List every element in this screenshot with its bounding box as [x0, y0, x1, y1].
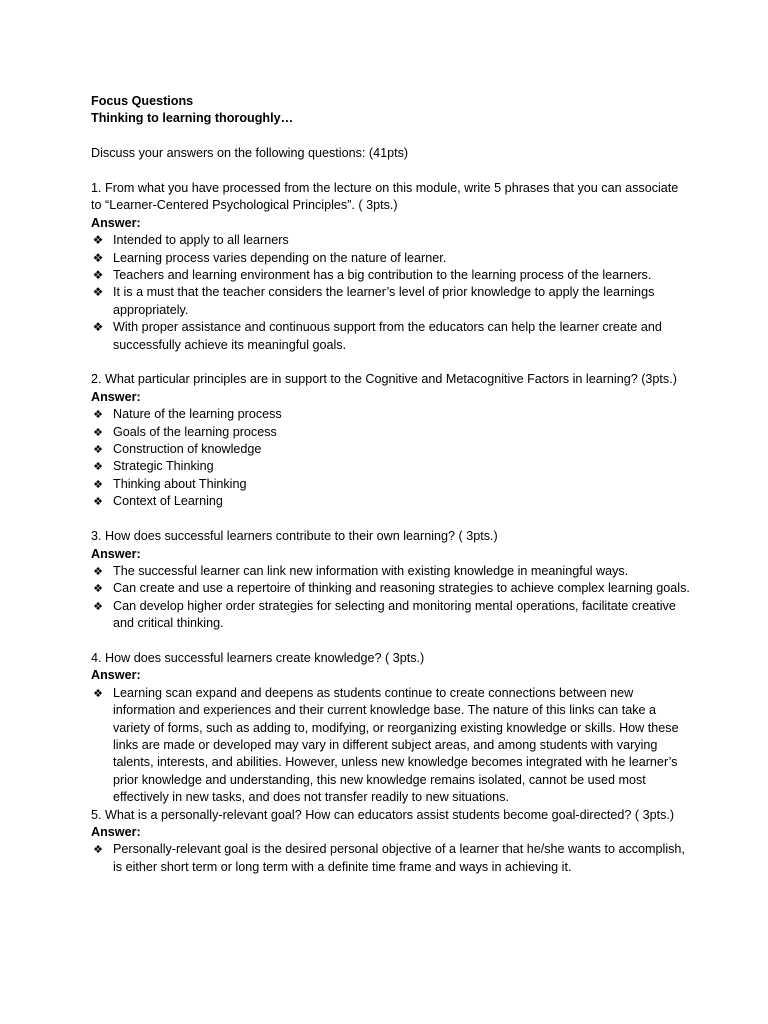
question-prompt: 4. How does successful learners create knowledge? ( 3pts.) — [91, 650, 425, 665]
answer-text: Can develop higher order strategies for selecting and monitoring mental operations, facilitate creative and critical thinking. — [113, 598, 676, 631]
question-prompt: 3. How does successful learners contribute to their own learning? ( 3pts.) — [91, 529, 498, 544]
answer-item — [91, 841, 691, 876]
diamond-bullet-icon: ❖ — [92, 233, 104, 248]
question-1 — [91, 180, 691, 354]
answer-label: Answer: — [91, 668, 141, 683]
document-page — [91, 93, 691, 876]
spacer — [91, 354, 691, 371]
diamond-bullet-icon: ❖ — [93, 582, 103, 596]
spacer — [91, 163, 691, 180]
answer-text: Can create and use a repertoire of thinking and reasoning strategies to achieve complex learning goals. — [113, 581, 690, 596]
answer-item — [91, 250, 691, 267]
spacer — [91, 128, 691, 145]
answer-text: Construction of knowledge — [113, 442, 262, 457]
question-4 — [91, 650, 691, 807]
answer-text: Learning scan expand and deepens as students continue to create connections between new information and experiences and their current knowledge base. The nature of this links can take a variety of forms, such as adding to, modifying, or reorganizing existing knowledge or skills. How these links are made or developed may vary in different subject areas, and among students with varying talents, interests, and abilities. However, unless new knowledge becomes integrated with he learner’s prior knowledge and understanding, this new knowledge remains isolated, cannot be used most effectively in new tasks, and does not transfer readily to new situations. — [113, 685, 679, 805]
diamond-bullet-icon: ❖ — [93, 495, 103, 509]
diamond-bullet-icon: ❖ — [93, 843, 103, 857]
answer-text: Intended to apply to all learners — [113, 233, 289, 248]
diamond-bullet-icon: ❖ — [93, 443, 103, 457]
answer-item — [91, 685, 691, 807]
answer-list — [91, 685, 691, 807]
question-prompt: 5. What is a personally-relevant goal? How can educators assist students become goal-directed? ( 3pts.) — [91, 807, 675, 822]
answer-label: Answer: — [91, 389, 141, 404]
diamond-bullet-icon: ❖ — [93, 564, 103, 578]
document-subtitle: Thinking to learning thoroughly… — [91, 111, 294, 126]
answer-item — [91, 476, 691, 493]
answer-item — [91, 424, 691, 441]
answer-item — [91, 493, 691, 510]
question-prompt: 1. From what you have processed from the lecture on this module, write 5 phrases that you can associate to “Learner-Centered Psychological Principles”. ( 3pts.) — [91, 181, 679, 213]
diamond-bullet-icon: ❖ — [92, 250, 104, 265]
answer-text: Goals of the learning process — [113, 424, 277, 439]
answer-item — [91, 441, 691, 458]
answer-item — [91, 284, 691, 319]
question-2 — [91, 371, 691, 510]
diamond-bullet-icon: ❖ — [93, 686, 103, 700]
diamond-bullet-icon: ❖ — [92, 320, 104, 335]
document-title: Focus Questions — [91, 94, 194, 108]
diamond-bullet-icon: ❖ — [93, 460, 103, 474]
diamond-bullet-icon: ❖ — [93, 425, 103, 439]
answer-item — [91, 458, 691, 475]
answer-item — [91, 267, 691, 284]
answer-text: The successful learner can link new information with existing knowledge in meaningful ways. — [113, 563, 629, 578]
diamond-bullet-icon: ❖ — [93, 599, 103, 613]
answer-label: Answer: — [91, 546, 141, 561]
answer-text: Teachers and learning environment has a big contribution to the learning process of the learners. — [113, 268, 652, 283]
answer-list — [91, 841, 691, 876]
answer-text: Nature of the learning process — [113, 407, 282, 422]
answer-item — [91, 580, 691, 597]
answer-item — [91, 232, 691, 249]
diamond-bullet-icon: ❖ — [93, 477, 103, 491]
answer-label: Answer: — [91, 215, 141, 230]
answer-text: It is a must that the teacher considers the learner’s level of prior knowledge to apply the learnings appropriately. — [113, 285, 655, 317]
question-5 — [91, 807, 691, 877]
diamond-bullet-icon: ❖ — [92, 285, 104, 300]
answer-item — [91, 406, 691, 423]
answer-list — [91, 232, 691, 354]
answer-text: Personally-relevant goal is the desired personal objective of a learner that he/she wants to accomplish, is either short term or long term with a definite time frame and ways in achieving it. — [113, 842, 685, 874]
diamond-bullet-icon: ❖ — [93, 408, 103, 422]
spacer — [91, 511, 691, 528]
answer-item — [91, 598, 691, 633]
answer-label: Answer: — [91, 824, 141, 839]
answer-text: Context of Learning — [113, 494, 223, 509]
answer-text: Learning process varies depending on the nature of learner. — [113, 250, 447, 265]
question-3 — [91, 528, 691, 632]
instructions: Discuss your answers on the following questions: (41pts) — [91, 146, 409, 161]
diamond-bullet-icon: ❖ — [92, 268, 104, 283]
question-prompt: 2. What particular principles are in support to the Cognitive and Metacognitive Factors in learning? (3pts.) — [91, 372, 677, 387]
answer-list — [91, 406, 691, 510]
answer-text: With proper assistance and continuous support from the educators can help the learner create and successfully achieve its meaningful goals. — [113, 320, 662, 352]
answer-list — [91, 563, 691, 633]
answer-text: Strategic Thinking — [113, 459, 214, 474]
answer-item — [91, 319, 691, 354]
spacer — [91, 633, 691, 650]
answer-text: Thinking about Thinking — [113, 476, 247, 491]
answer-item — [91, 563, 691, 580]
